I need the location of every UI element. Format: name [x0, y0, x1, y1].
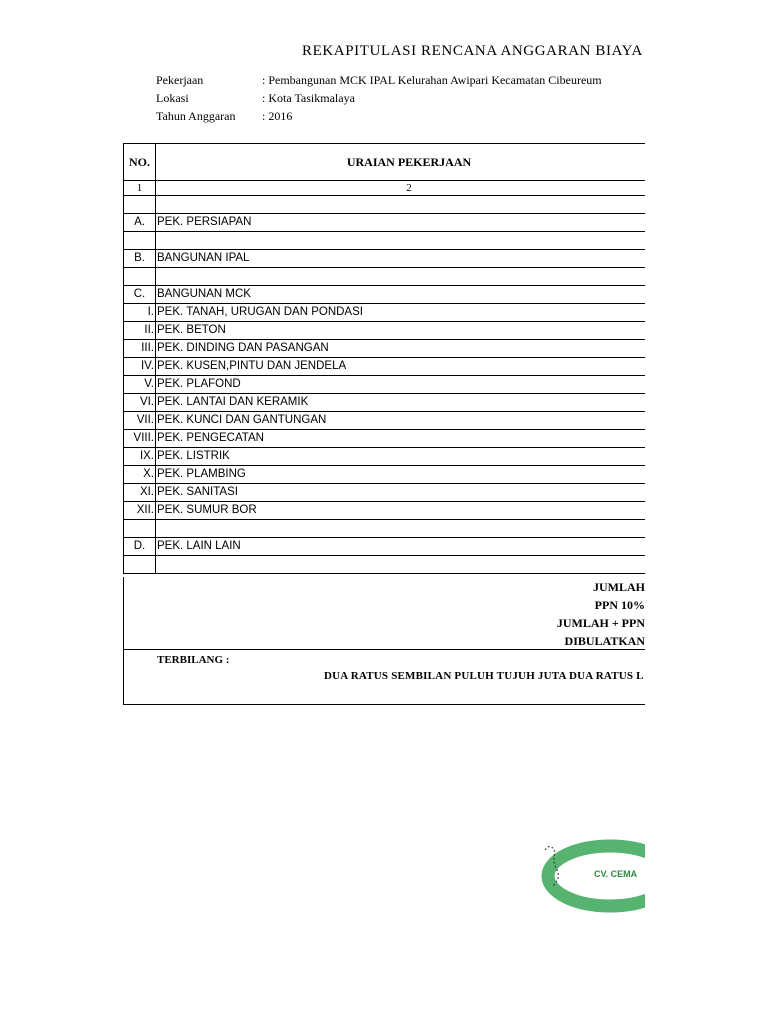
terbilang-text: DUA RATUS SEMBILAN PULUH TUJUH JUTA DUA RATUS L — [324, 670, 644, 682]
row-uraian: PEK. LAIN LAIN — [156, 538, 646, 556]
row-uraian: PEK. TANAH, URUGAN DAN PONDASI — [156, 304, 646, 322]
table-row — [124, 214, 646, 232]
row-number — [124, 232, 156, 250]
stamp-text: CV. CEMA — [594, 869, 638, 879]
row-uraian — [156, 196, 646, 214]
table-header-row — [124, 144, 646, 181]
summary-jumlah: JUMLAH — [593, 580, 645, 594]
meta-label: Lokasi — [156, 91, 189, 105]
row-number: A. — [124, 214, 156, 232]
company-stamp — [460, 838, 645, 918]
table-row — [124, 376, 646, 394]
row-uraian — [156, 232, 646, 250]
rab-table — [123, 143, 645, 574]
row-number: B. — [124, 250, 156, 268]
column-number-row — [124, 181, 646, 196]
table-row — [124, 430, 646, 448]
document-title: REKAPITULASI RENCANA ANGGARAN BIAYA — [302, 43, 643, 59]
row-number: IX. — [124, 448, 156, 466]
table-row — [124, 502, 646, 520]
meta-tahun-anggaran — [156, 109, 292, 124]
row-number: V. — [124, 376, 156, 394]
row-number: II. — [124, 322, 156, 340]
row-number: VI. — [124, 394, 156, 412]
meta-value: : Kota Tasikmalaya — [262, 91, 355, 105]
table-row — [124, 556, 646, 574]
table-row — [124, 394, 646, 412]
row-number — [124, 520, 156, 538]
row-number — [124, 196, 156, 214]
column-number-uraian: 2 — [156, 181, 646, 196]
table-row — [124, 286, 646, 304]
table-row — [124, 448, 646, 466]
row-number: D. — [124, 538, 156, 556]
row-uraian: PEK. DINDING DAN PASANGAN — [156, 340, 646, 358]
meta-lokasi — [156, 91, 355, 106]
row-uraian — [156, 520, 646, 538]
row-uraian: PEK. KUNCI DAN GANTUNGAN — [156, 412, 646, 430]
header-no: NO. — [124, 144, 156, 181]
row-uraian: PEK. PENGECATAN — [156, 430, 646, 448]
row-number: X. — [124, 466, 156, 484]
table-row — [124, 358, 646, 376]
terbilang-block — [123, 650, 645, 705]
row-uraian: PEK. LANTAI DAN KERAMIK — [156, 394, 646, 412]
row-uraian: BANGUNAN IPAL — [156, 250, 646, 268]
row-uraian: PEK. SUMUR BOR — [156, 502, 646, 520]
row-number: I. — [124, 304, 156, 322]
meta-label: Tahun Anggaran — [156, 109, 236, 123]
row-number: III. — [124, 340, 156, 358]
table-row — [124, 466, 646, 484]
table-row — [124, 268, 646, 286]
meta-value: : 2016 — [262, 109, 293, 123]
row-number: XII. — [124, 502, 156, 520]
column-number-no: 1 — [124, 181, 156, 196]
row-number: IV. — [124, 358, 156, 376]
row-uraian — [156, 556, 646, 574]
summary-dibulatkan: DIBULATKAN — [564, 634, 645, 648]
row-uraian: PEK. SANITASI — [156, 484, 646, 502]
row-number: VIII. — [124, 430, 156, 448]
summary-ppn: PPN 10% — [594, 598, 645, 612]
table-row — [124, 340, 646, 358]
table-row — [124, 484, 646, 502]
meta-value: : Pembangunan MCK IPAL Kelurahan Awipari Kecamatan Cibeureum — [262, 73, 602, 87]
table-row — [124, 232, 646, 250]
header-uraian: URAIAN PEKERJAAN — [156, 144, 646, 181]
row-number: C. — [124, 286, 156, 304]
table-row — [124, 250, 646, 268]
row-uraian: PEK. BETON — [156, 322, 646, 340]
meta-label: Pekerjaan — [156, 73, 204, 87]
table-row — [124, 538, 646, 556]
row-uraian: PEK. PLAMBING — [156, 466, 646, 484]
row-uraian: PEK. LISTRIK — [156, 448, 646, 466]
table-row — [124, 322, 646, 340]
row-uraian — [156, 268, 646, 286]
row-uraian: PEK. PERSIAPAN — [156, 214, 646, 232]
terbilang-label: TERBILANG : — [157, 654, 230, 666]
row-uraian: BANGUNAN MCK — [156, 286, 646, 304]
row-uraian: PEK. PLAFOND — [156, 376, 646, 394]
row-uraian: PEK. KUSEN,PINTU DAN JENDELA — [156, 358, 646, 376]
row-number — [124, 556, 156, 574]
summary-block — [123, 577, 645, 650]
table-row — [124, 196, 646, 214]
row-number: XI. — [124, 484, 156, 502]
table-row — [124, 304, 646, 322]
row-number — [124, 268, 156, 286]
summary-jumlah-ppn: JUMLAH + PPN — [556, 616, 645, 630]
row-number: VII. — [124, 412, 156, 430]
meta-pekerjaan — [156, 73, 602, 88]
table-row — [124, 520, 646, 538]
table-row — [124, 412, 646, 430]
